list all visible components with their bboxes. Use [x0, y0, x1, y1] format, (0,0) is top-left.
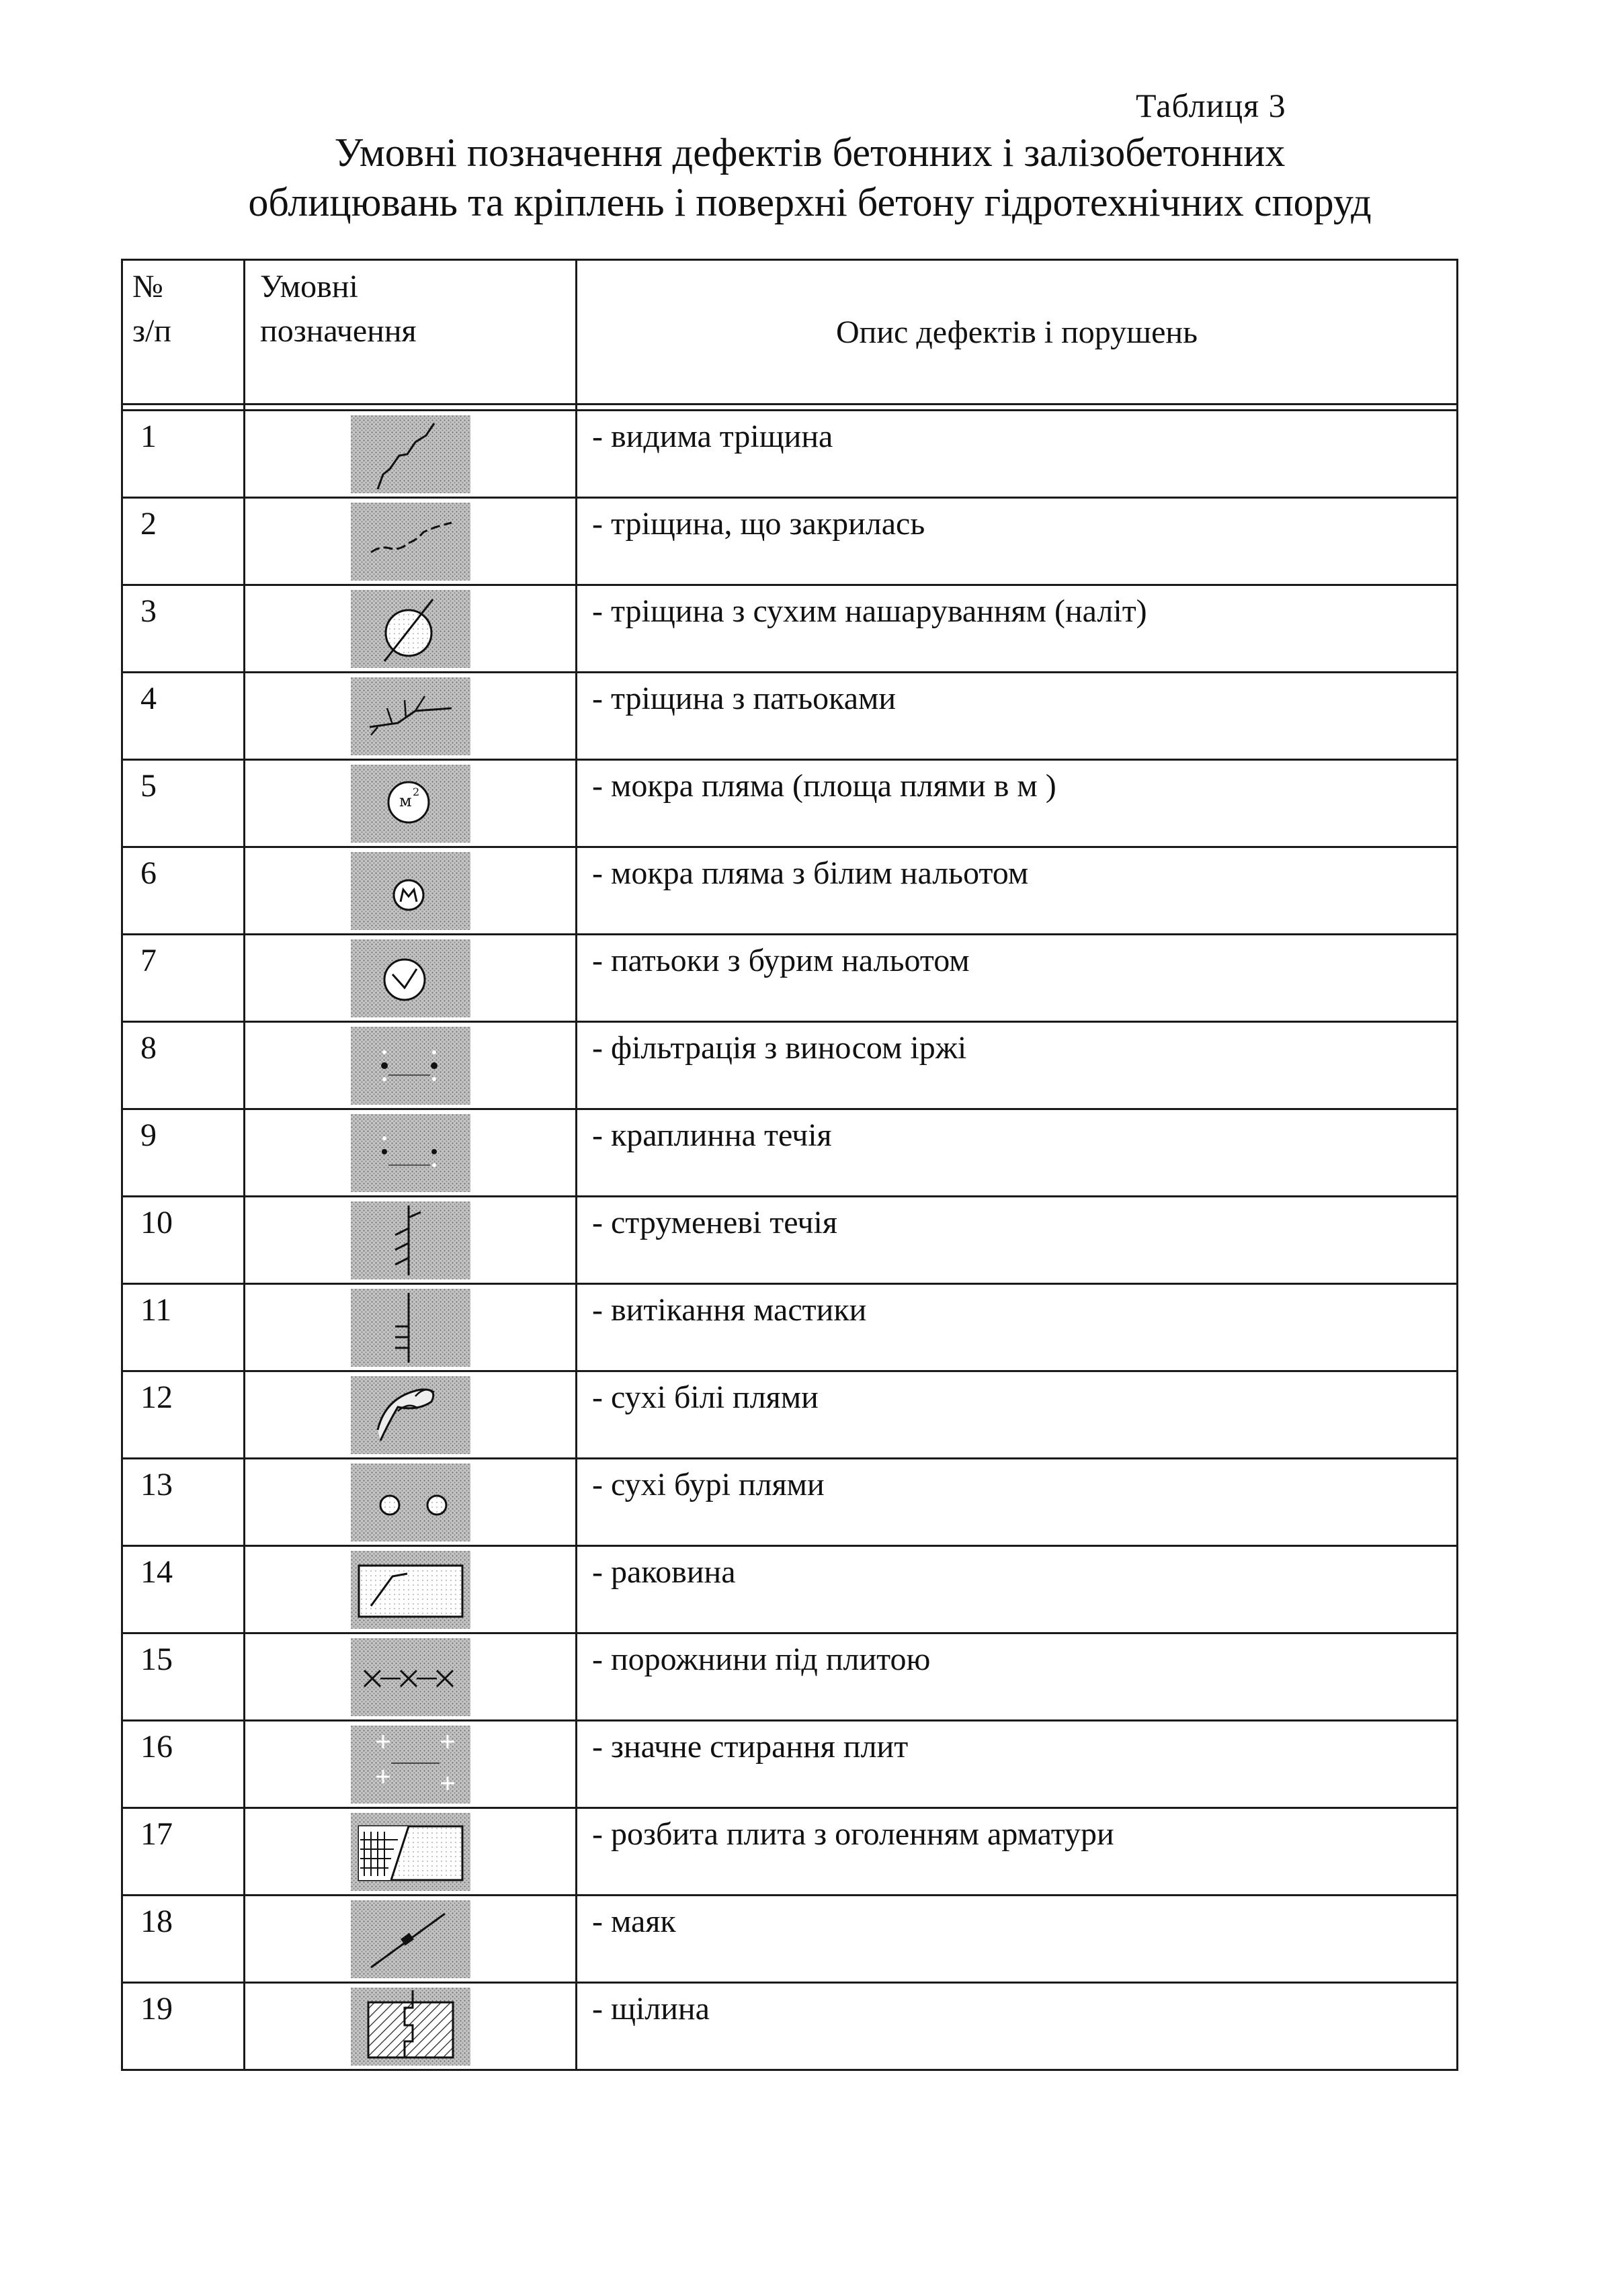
broken-slab-rebar-icon [351, 1813, 470, 1891]
table-row [122, 1808, 1458, 1896]
row-description: - тріщина з сухим нашаруванням (наліт) [577, 585, 1458, 673]
row-description: - струменеві течія [577, 1197, 1458, 1284]
table-row [122, 1284, 1458, 1371]
svg-text:м: м [399, 791, 412, 810]
svg-text:2: 2 [412, 785, 419, 798]
row-description: - тріщина з патьоками [577, 673, 1458, 760]
crack-with-streaks-icon [351, 677, 470, 755]
row-description: - краплинна течія [577, 1109, 1458, 1197]
row-number: 7 [122, 935, 245, 1022]
voids-under-slab-icon [351, 1638, 470, 1716]
row-number: 5 [122, 760, 245, 847]
visible-crack-icon [351, 415, 470, 493]
header-spacer [122, 405, 1458, 411]
dry-white-spots-icon [351, 1376, 470, 1454]
row-description: - порожнини під плитою [577, 1633, 1458, 1721]
table-row [122, 1546, 1458, 1633]
row-number: 2 [122, 498, 245, 585]
table-row [122, 1197, 1458, 1284]
row-description: - патьоки з бурим нальотом [577, 935, 1458, 1022]
document-title [134, 128, 1485, 227]
streaks-brown-deposit-icon [351, 939, 470, 1017]
beacon-icon [351, 1900, 470, 1978]
header-symbol-line-2: позначення [260, 313, 417, 349]
row-number: 4 [122, 673, 245, 760]
row-number: 19 [122, 1983, 245, 2070]
row-description: - розбита плита з оголенням арматури [577, 1808, 1458, 1896]
table-header-row [122, 260, 1458, 405]
table-row [122, 760, 1458, 847]
row-description: - раковина [577, 1546, 1458, 1633]
header-number-line-2: з/п [132, 313, 171, 349]
table-row [122, 498, 1458, 585]
table-reference: Таблиця 3 [1136, 87, 1286, 124]
wet-spot-white-deposit-icon [351, 852, 470, 930]
row-description: - мокра пляма (площа плями в м ) [577, 760, 1458, 847]
crack-dry-deposit-icon [351, 590, 470, 668]
row-description: - маяк [577, 1896, 1458, 1983]
table-row [122, 1371, 1458, 1459]
row-description: - видима тріщина [577, 411, 1458, 498]
cavity-shell-icon [351, 1551, 470, 1629]
wet-spot-area-icon [351, 765, 470, 843]
gap-slot-icon [351, 1988, 470, 2066]
title-line-1: Умовні позначення дефектів бетонних і залізобетонних [334, 130, 1286, 175]
table-row [122, 1896, 1458, 1983]
header-number [122, 260, 245, 405]
row-description: - мокра пляма з білим нальотом [577, 847, 1458, 935]
row-number: 16 [122, 1721, 245, 1808]
row-description: - значне стирання плит [577, 1721, 1458, 1808]
row-description: - витікання мастики [577, 1284, 1458, 1371]
row-number: 14 [122, 1546, 245, 1633]
row-number: 15 [122, 1633, 245, 1721]
row-number: 12 [122, 1371, 245, 1459]
table-row [122, 1633, 1458, 1721]
table-row [122, 1109, 1458, 1197]
row-number: 11 [122, 1284, 245, 1371]
row-description: - щілина [577, 1983, 1458, 2070]
row-number: 18 [122, 1896, 245, 1983]
row-description: - сухі бурі плями [577, 1459, 1458, 1546]
header-symbol [245, 260, 577, 405]
header-description: Опис дефектів і порушень [577, 260, 1458, 405]
row-description: - сухі білі плями [577, 1371, 1458, 1459]
table-row [122, 1459, 1458, 1546]
table-row [122, 1983, 1458, 2070]
row-number: 8 [122, 1022, 245, 1109]
header-symbol-line-1: Умовні [260, 269, 358, 304]
table-row [122, 935, 1458, 1022]
dry-brown-spots-icon [351, 1463, 470, 1541]
drip-leak-icon [351, 1114, 470, 1192]
row-number: 6 [122, 847, 245, 935]
row-number: 1 [122, 411, 245, 498]
defects-table [121, 259, 1458, 2071]
table-row [122, 411, 1458, 498]
row-description: - фільтрація з виносом іржі [577, 1022, 1458, 1109]
row-number: 10 [122, 1197, 245, 1284]
table-row [122, 585, 1458, 673]
mastic-leak-icon [351, 1289, 470, 1367]
row-number: 17 [122, 1808, 245, 1896]
closed-crack-icon [351, 503, 470, 581]
jet-leak-icon [351, 1201, 470, 1279]
table-row [122, 673, 1458, 760]
header-number-line-1: № [132, 269, 163, 304]
filtration-rust-icon [351, 1027, 470, 1105]
row-description: - тріщина, що закрилась [577, 498, 1458, 585]
title-line-2: облицювань та кріплень і поверхні бетону гідротехнічних споруд [248, 180, 1372, 224]
slab-abrasion-icon [351, 1726, 470, 1803]
row-number: 9 [122, 1109, 245, 1197]
table-row [122, 847, 1458, 935]
table-row [122, 1022, 1458, 1109]
row-number: 13 [122, 1459, 245, 1546]
row-number: 3 [122, 585, 245, 673]
table-row [122, 1721, 1458, 1808]
